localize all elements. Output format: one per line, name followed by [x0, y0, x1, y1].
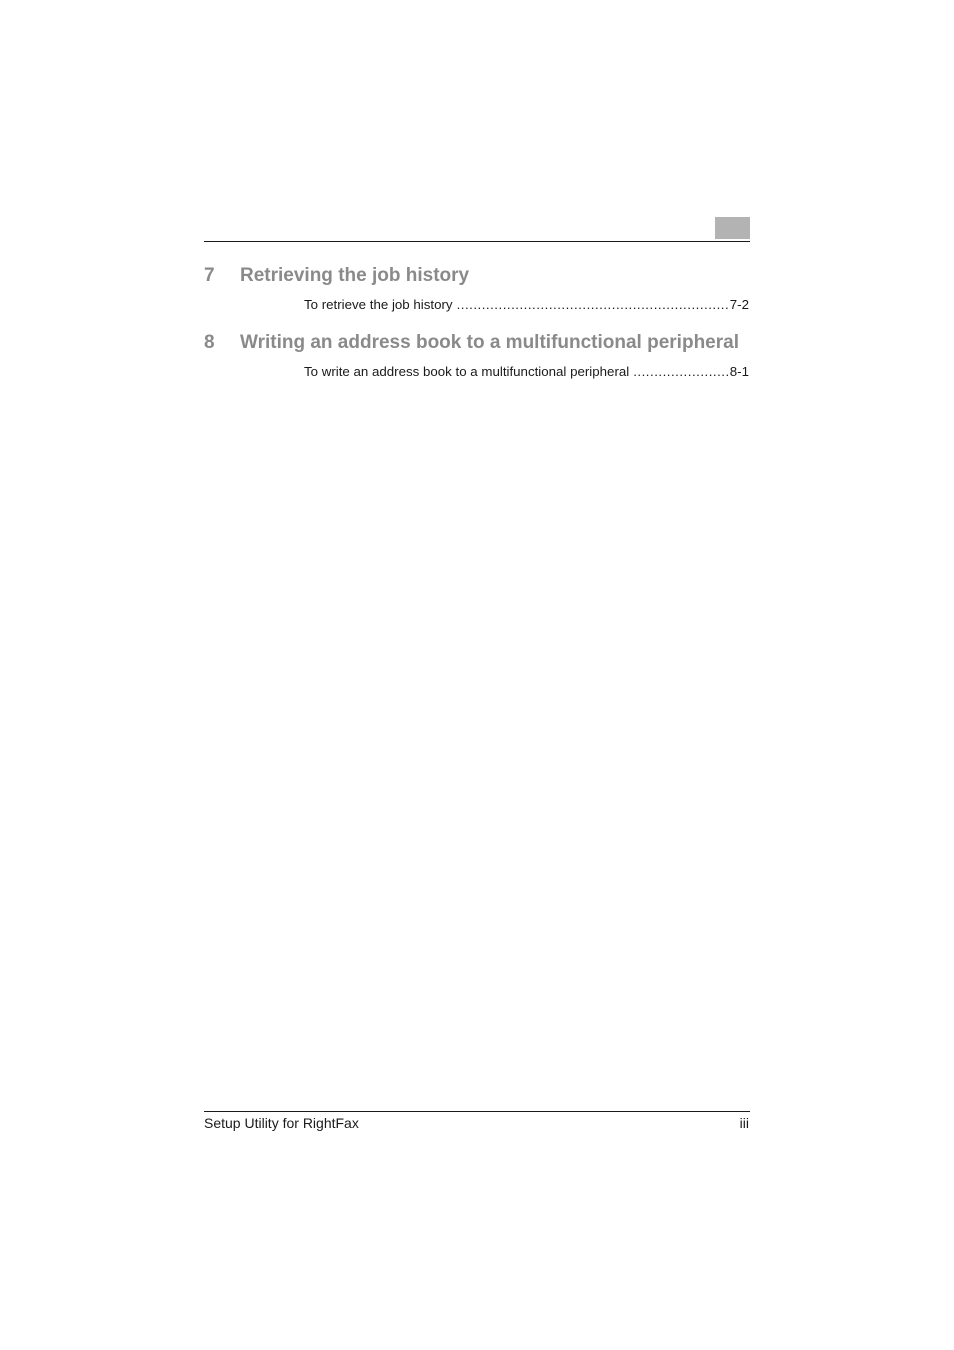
toc-chapter-8	[204, 332, 750, 356]
chapter-title: Retrieving the job history	[240, 265, 470, 286]
dot-leader	[633, 364, 728, 379]
toc-entry-page: 8-1	[729, 364, 749, 379]
chapter-number: 8	[204, 332, 215, 353]
chapter-title: Writing an address book to a multifunctional peripheral	[240, 332, 739, 353]
footer-page-number: iii	[739, 1115, 749, 1131]
footer-rule	[204, 1111, 750, 1112]
toc-entry-retrieve-job-history[interactable]	[304, 297, 749, 315]
footer-title: Setup Utility for RightFax	[204, 1115, 359, 1131]
chapter-number: 7	[204, 265, 215, 286]
toc-chapter-7	[204, 265, 750, 289]
toc-entry-text: To write an address book to a multifunctional peripheral	[304, 364, 630, 379]
toc-entry-page: 7-2	[729, 297, 749, 312]
toc-entry-text: To retrieve the job history	[304, 297, 453, 312]
dot-leader	[457, 297, 728, 312]
toc-entry-write-address-book[interactable]	[304, 364, 749, 382]
header-tab-marker	[715, 217, 750, 239]
header-rule	[204, 241, 750, 242]
